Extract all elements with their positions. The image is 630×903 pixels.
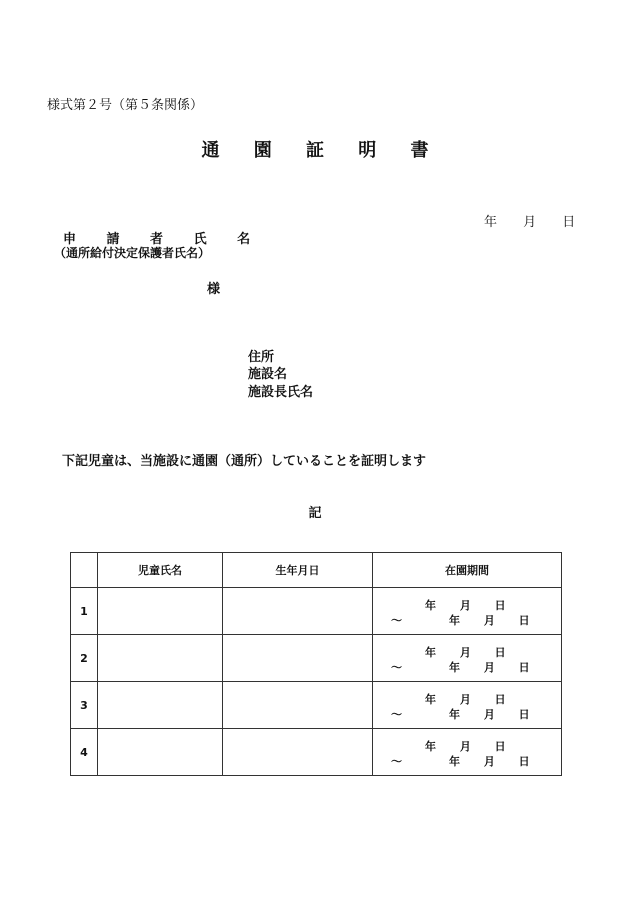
child-name-cell[interactable] <box>98 588 223 635</box>
period-to: 年 月 日 <box>449 708 530 721</box>
period-from: 年 月 日 <box>425 693 506 706</box>
row-number: 3 <box>71 682 98 729</box>
period-tilde: ～ <box>391 661 402 674</box>
applicant-name-label: 申 請 者 氏 名 <box>63 232 264 247</box>
children-record-table <box>70 552 562 776</box>
birth-date-cell[interactable] <box>223 635 373 682</box>
row-number: 2 <box>71 635 98 682</box>
period-to: 年 月 日 <box>449 661 530 674</box>
document-title: 通 園 証 明 書 <box>201 140 443 161</box>
table-row <box>71 635 562 682</box>
period-tilde: ～ <box>391 614 402 627</box>
period-to: 年 月 日 <box>449 755 530 768</box>
facility-address-label: 住所 <box>248 350 275 365</box>
period-to: 年 月 日 <box>449 614 530 627</box>
ki-heading: 記 <box>308 506 322 521</box>
row-number: 4 <box>71 729 98 776</box>
certification-statement: 下記児童は、当施設に通園（通所）していることを証明します <box>62 454 427 469</box>
table-row <box>71 729 562 776</box>
facility-head-name-label: 施設長氏名 <box>248 385 314 400</box>
period-from: 年 月 日 <box>425 646 506 659</box>
period-from: 年 月 日 <box>425 599 506 612</box>
birth-date-cell[interactable] <box>223 588 373 635</box>
birth-date-cell[interactable] <box>223 729 373 776</box>
enrollment-period-cell[interactable] <box>373 588 562 635</box>
table-row <box>71 588 562 635</box>
table-row <box>71 682 562 729</box>
header-birth-date: 生年月日 <box>223 553 373 588</box>
facility-name-label: 施設名 <box>248 367 288 382</box>
honorific-sama: 様 <box>207 282 221 297</box>
birth-date-cell[interactable] <box>223 682 373 729</box>
child-name-cell[interactable] <box>98 635 223 682</box>
row-number: 1 <box>71 588 98 635</box>
header-number <box>71 553 98 588</box>
period-from: 年 月 日 <box>425 740 506 753</box>
enrollment-period-cell[interactable] <box>373 729 562 776</box>
child-name-cell[interactable] <box>98 729 223 776</box>
issue-date: 年 月 日 <box>484 215 576 230</box>
period-tilde: ～ <box>391 755 402 768</box>
enrollment-period-cell[interactable] <box>373 635 562 682</box>
period-tilde: ～ <box>391 708 402 721</box>
header-enrollment-period: 在園期間 <box>373 553 562 588</box>
table-header-row <box>71 553 562 588</box>
enrollment-period-cell[interactable] <box>373 682 562 729</box>
applicant-name-sublabel: （通所給付決定保護者氏名） <box>54 246 211 260</box>
form-number: 様式第２号（第５条関係） <box>47 98 204 113</box>
child-name-cell[interactable] <box>98 682 223 729</box>
header-child-name: 児童氏名 <box>98 553 223 588</box>
